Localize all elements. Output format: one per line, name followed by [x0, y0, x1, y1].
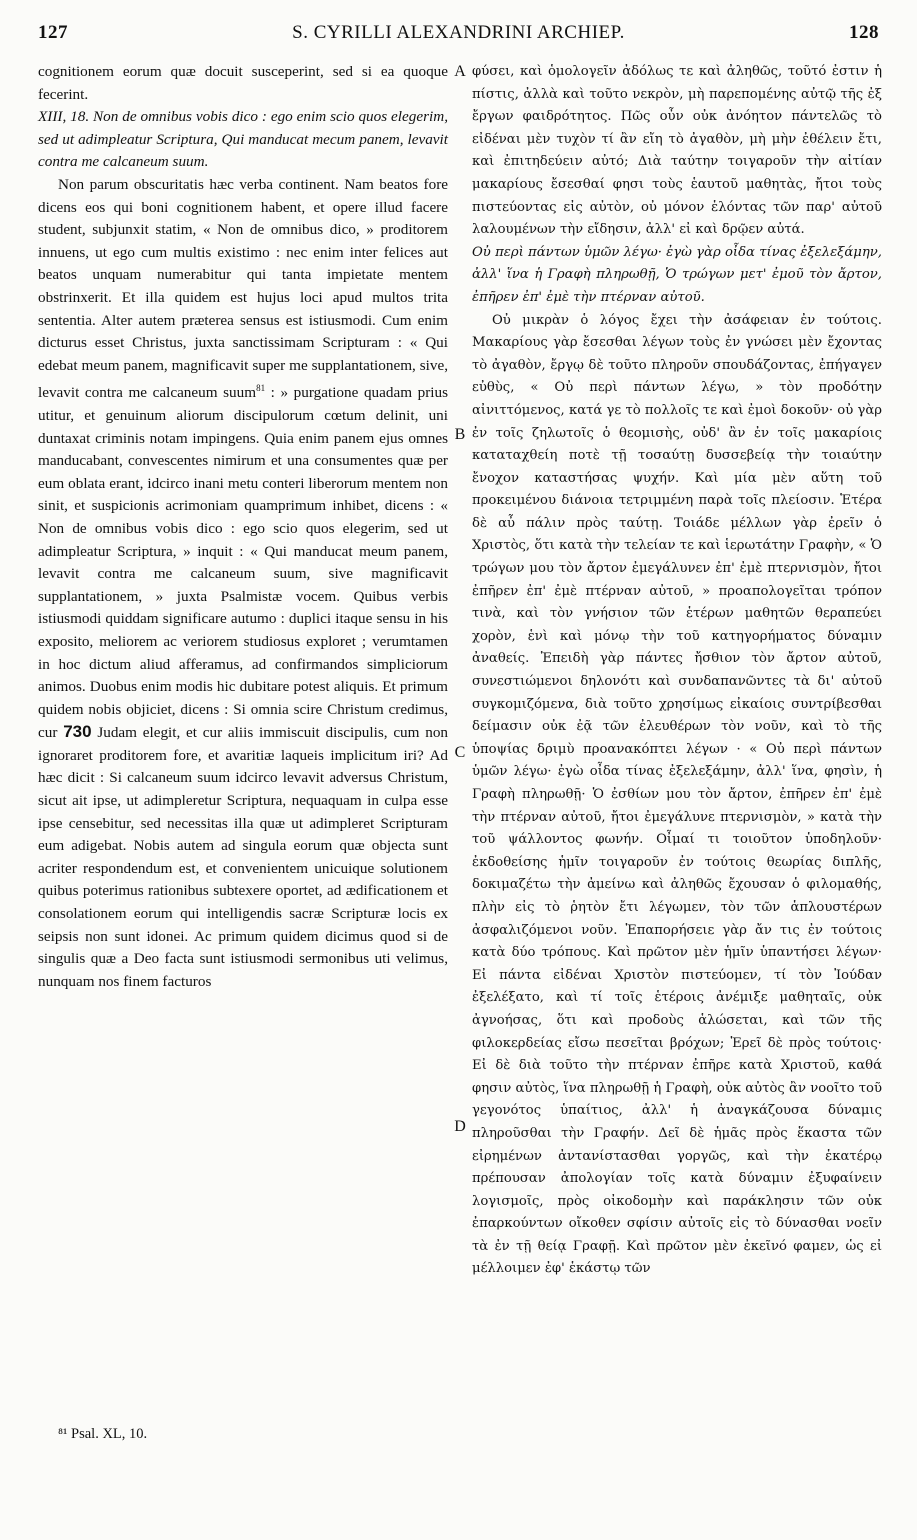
footnote: ⁸¹ Psal. XL, 10. — [58, 1426, 148, 1442]
latin-text: : » purgatione quadam prius utitur, et genuinum aliorum discipulorum cœtum delinit, uni duntaxat criminis notam impingens. Quia enim panem ejus omnes manducabant, convescentes nimirum et una consumentes quæ per eum oblata erant, idcirco inani metu conteri liberorum mentem non sinit, et suspicionis acrimoniam quamprimum inhibet, dicens : « Non de omnibus vobis dico : ego scio quos elegerim, sed ut adimpleatur Scriptura, » inquit : « Qui manducat meum panem, levavit contra me calcaneum suum, sive magnificavit supplantationem, » juxta Psalmistæ vocem. Quibus verbis istiusmodi quiddam significare autumo : duplici itaque sensu in his exposito, meliorem ac veriorem studiosus exploret ; verumtamen in hoc dictum aliud afferamus, ad confirmandos simpliciorum animos. Duobus enim modis hic dubitare potest aliquis. Et primum quidem nobis objiciet, dicens : Si omnia scire Christum credimus, cur — [38, 384, 448, 742]
latin-column — [38, 61, 448, 993]
margin-marker-a: A — [454, 63, 466, 80]
latin-paragraph — [38, 174, 448, 993]
margin-marker-d: D — [454, 1118, 466, 1135]
margin-marker-b: B — [454, 426, 466, 443]
greek-column — [472, 61, 882, 1281]
latin-text: Judam elegit, et cur aliis immiscuit discipulis, cum non ignoraret proditorem fore, et avaritiæ laqueis implicitum iri? Ad hæc dicit : Si calcaneum suum idcirco levavit adversus Christum, sicut ait ipse, ut adimpleretur Scriptura, nequaquam in culpa esse ipse censebitur, sed necessitas illa quæ ut adimpleret Scripturam eum adigebat. Nobis autem ad singula eorum quæ objecta sunt acriter respondendum est, et convenientem unicuique solutionem quibus poterimus rationibus subtexere oportet, ad ædificationem et consolationem eorum qui intelligendis sacræ Scripturæ locis ex seipsis non sunt idonei. Ac primum quidem dicimus quod si de singulis quæ a Deo facta sunt istiusmodi sermonibus uti velimus, nunquam nos finem facturos — [38, 724, 449, 990]
greek-paragraph: Οὐ μικρὰν ὁ λόγος ἔχει τὴν ἀσάφειαν ἐν τούτοις. Μακαρίους γὰρ ἔσεσθαι λέγων τοὺς ἐν γνώσει μὲν ἔχοντας τὸ ἀγαθὸν, ἔργῳ δὲ τοῦτο πληροῦν σπουδάζοντας, ἐπήγαγεν εὐθὺς, « Οὐ περὶ πάντων λέγω, » τὸν προδότην αἰνιττόμενος, κατά γε τὸ πολλοῖς τε καὶ ἐμοὶ δοκοῦν· οὐ γὰρ ἐν τοῖς ζηλωτοῖς ὁ θεομισὴς, οὐδ' ἂν ἐν τοῖς μακαρίοις καταταχθείη ποτὲ τῇ τοσαύτῃ δυσσεβείᾳ τὴν τοιαύτην ἔνοχον καταστήσας ψυχήν. Καὶ μία μὲν αὕτη τοῦ προκειμένου διάνοια τετριμμένη παρὰ τοῖς πλείοσιν. Ἑτέρα δὲ αὖ πάλιν πρὸς ταύτῃ. Τοιάδε μέλλων γὰρ ἐρεῖν ὁ Χριστὸς, ὅτι κατὰ τὴν τελείαν τε καὶ ἱερωτάτην Γραφὴν, « Ὁ τρώγων μου τὸν ἄρτον ἐμεγάλυνεν ἐπ' ἐμὲ πτερνισμὸν, ἤτοι ἐπῆρεν ἐπ' ἐμὲ πτέρναν αὐτοῦ, » προαπολογεῖται τρόπον τινὰ, καὶ τὸν γνήσιον τῶν ἑτέρων μαθητῶν θεραπεύει χορὸν, ἑνὶ καὶ μόνῳ τὴν τοῦ κατηγορήματος δύναμιν ἀναθείς. Ἐπειδὴ γὰρ πάντες ἤσθιον τὸν ἄρτον αὐτοῦ, συνεστιώμενοι δηλονότι καὶ συνδαπανῶντες τὰ δι' αὐτοῦ συγκομιζόμενα, διὰ τοῦτο χρησίμως εἰκαίοις συντρίβεσθαι δείμασιν οὐκ ἐᾷ τῶν ἐλευθέρων τὸν νοῦν, καὶ τὸ τῆς ὑποψίας δριμὺ προανακόπτει λέγων · « Οὐ περὶ πάντων ὑμῶν λέγω· ἐγὼ οἶδα τίνας ἐξελεξάμην, ἀλλ' ἵνα, φησὶν, ἡ Γραφὴ πληρωθῇ· Ὁ ἐσθίων μου τὸν ἄρτον, ἐπῆρεν ἐπ' ἐμὲ τὴν πτέρναν αὐτοῦ, ἤτοι ἐμεγάλυνε πτερνισμὸν, » κατὰ τὴν τοῦ ψάλλοντος φωνήν. Οἶμαί τι τοιοῦτον ὑποδηλοῦν· ἐκδοθείσης ἡμῖν τοιγαροῦν ἐν τούτοις θεωρίας διπλῆς, δοκιμαζέτω τὴν ἀμείνω καὶ ἀληθῶς ἔχουσαν ὁ φιλομαθής, πλὴν εἰς τὸ ῥητὸν ἔτι λέγωμεν, τὸν τῶν ἁπλουστέρων ἀσφαλιζόμενοι νοῦν. Ἐπαπορήσειε γὰρ ἄν τις ἐν τούτοις κατὰ δύο τρόπους. Καὶ πρῶτον μὲν ἡμῖν ὑπαντήσει λέγων· Εἰ πάντα εἰδέναι Χριστὸν πιστεύομεν, τί τὸν Ἰούδαν ἐξελέξατο, καὶ τί τοῖς ἑτέροις ἀνέμιξε μαθηταῖς, οὐκ ἀγνοήσας, ὅτι καὶ προδοὺς ἁλώσεται, καὶ τῶν τῆς φιλοκερδείας εἴσω πεσεῖται βρόχων; Ἐρεῖ δὲ πρὸς τούτοις· Εἰ δὲ διὰ τοῦτο τὴν πτέρναν ἐπῆρε κατὰ Χριστοῦ, καθά φησιν αὐτὸς, ἵνα πληρωθῇ ἡ Γραφὴ, οὐκ αὐτὸς ἂν νοοῖτο τοῦ γεγονότος ὑπαίτιος, ἀλλ' ἡ ἀναγκάζουσα δύναμις πληροῦσθαι τὴν Γραφήν. Δεῖ δὲ ἡμᾶς πρὸς ἕκαστα τῶν εἰρημένων ἀντανίστασθαι γοργῶς, καὶ τὴν ἑκατέρῳ πρέπουσαν ἀπολογίαν τοῖς κατὰ δύναμιν ἐξυφαίνειν λογισμοῖς, πρὸς οἰκοδομὴν καὶ παράκλησιν τῶν οὐκ ἐπαρκούντων οἴκοθεν σφίσιν αὐτοῖς εἰς τὸ δύνασθαι νοεῖν τὰ ἐν τῇ θείᾳ Γραφῇ. Καὶ πρῶτον μὲν ἐκεῖνό φαμεν, ὡς εἰ μέλλοιμεν ἐφ' ἑκάστῳ τῶν — [472, 312, 882, 1277]
column-number: 730 — [63, 722, 92, 742]
left-page-number: 127 — [38, 22, 68, 43]
latin-lemma: XIII, 18. Non de omnibus vobis dico : ego enim scio quos elegerim, sed ut adimpleatur Scriptura, Qui manducat mecum panem, levavit contra me calcaneum suum. — [38, 108, 448, 171]
latin-paragraph: cognitionem eorum quæ docuit susceperint, sed si ea quoque fecerint. — [38, 63, 448, 103]
running-header — [38, 22, 879, 50]
right-page-number: 128 — [849, 22, 879, 43]
footnote-ref: 81 — [256, 383, 266, 394]
margin-marker-c: C — [454, 744, 466, 761]
running-title: S. CYRILLI ALEXANDRINI ARCHIEP. — [292, 22, 625, 43]
greek-lemma: Οὐ περὶ πάντων ὑμῶν λέγω· ἐγὼ γὰρ οἶδα τίνας ἐξελεξάμην, ἀλλ' ἵνα ἡ Γραφὴ πληρωθῇ, Ὁ τρώγων μετ' ἐμοῦ τὸν ἄρτον, ἐπῆρεν ἐπ' ἐμὲ τὴν πτέρναν αὐτοῦ. — [472, 244, 882, 305]
greek-paragraph: φύσει, καὶ ὁμολογεῖν ἀδόλως τε καὶ ἀληθῶς, τοῦτό ἐστιν ἡ πίστις, ἀλλὰ καὶ τοῦτο νεκρὸν, μὴ παρεπομένης αὐτῷ τῆς ἐξ ἔργων φαιδρότητος. Πῶς οὖν οὐκ ἀνόητον πάντελῶς τὸ εἰδέναι μὲν τυχὸν τί ἂν εἴη τὸ ἀγαθὸν, μὴ μὴν ἐθέλειν ἔτι, καὶ ἐπιτηδεύειν αὐτό; Διὰ ταύτην τοιγαροῦν τὴν αἰτίαν μακαρίους ἔσεσθαί φησι τοὺς ἑαυτοῦ μαθητὰς, ἤτοι τοὺς πιστεύοντας εἰς αὐτὸν, οὐ μόνον ἑλόντας τῶν παρ' αὐτοῦ λαλουμένων τὴν εἴδησιν, ἀλλ' εἰ καὶ δρῷεν αὐτά. — [472, 64, 882, 238]
latin-text: Non parum obscuritatis hæc verba continent. Nam beatos fore dicens eos qui boni cognitionem habent, et opere illud facere student, subjunxit statim, « Non de omnibus dico, » proditorem innuens, ut ego cum multis existimo : nec enim inter felices aut beatos unquam numerabitur qui tanta impietate mentem obstrinxerit. Et illa quidem est hujus loci apud multos trita sententia. Alter autem præterea sensus est istiusmodi. Cum enim dicturus esset Christus, juxta sanctissimam Scripturam : « Qui edebat meum panem, magnificavit super me supplantationem, sive, levavit contra me calcaneum suum — [38, 175, 448, 402]
